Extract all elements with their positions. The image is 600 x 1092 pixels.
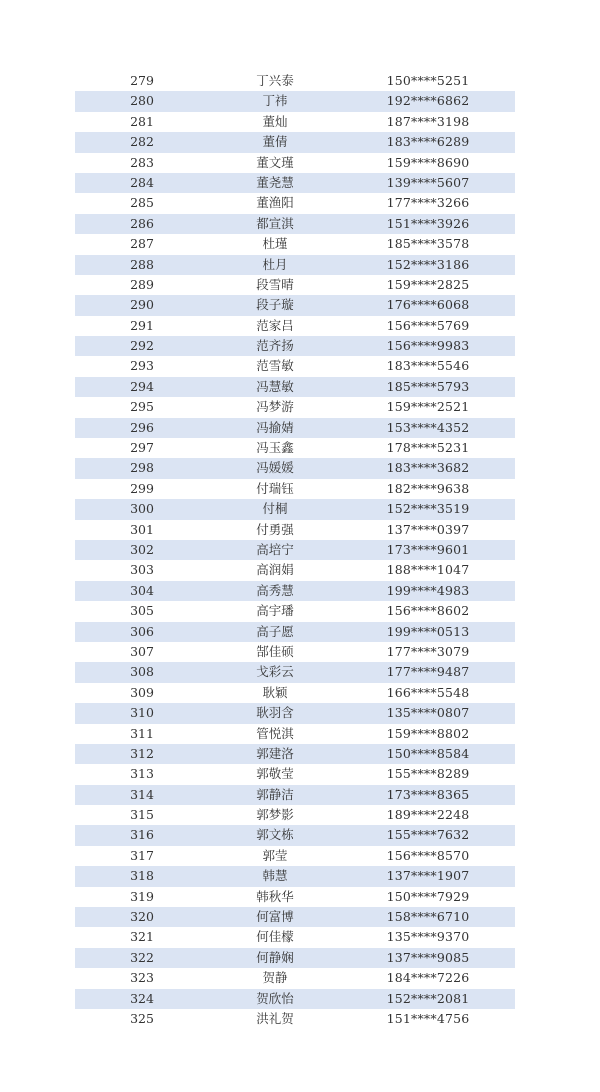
person-name: 郭静洁 [256, 786, 294, 802]
row-number: 306 [130, 623, 154, 639]
person-name: 杜月 [262, 256, 288, 272]
row-number: 282 [130, 134, 154, 150]
row-number: 281 [130, 113, 154, 129]
table-row [75, 499, 515, 519]
table-row [75, 703, 515, 723]
table-row [75, 295, 515, 315]
row-number: 308 [130, 664, 154, 680]
person-name: 高宇璠 [256, 603, 294, 619]
row-number: 290 [130, 297, 154, 313]
phone-number: 173****8365 [386, 786, 470, 802]
table-row [75, 520, 515, 540]
person-name: 何佳檬 [256, 929, 294, 945]
phone-number: 183****6289 [386, 134, 470, 150]
phone-number: 158****6710 [386, 909, 470, 925]
phone-number: 183****3682 [386, 460, 470, 476]
row-number: 297 [130, 440, 154, 456]
phone-number: 176****6068 [386, 297, 470, 313]
person-name: 付瑞钰 [256, 480, 294, 496]
table-row [75, 662, 515, 682]
phone-number: 135****0807 [386, 705, 470, 721]
table-row [75, 907, 515, 927]
phone-number: 182****9638 [386, 480, 470, 496]
phone-number: 177****3079 [386, 643, 470, 659]
table-row [75, 234, 515, 254]
person-name: 郜佳硕 [256, 643, 294, 659]
person-name: 冯慧敏 [256, 378, 294, 394]
table-row [75, 193, 515, 213]
row-number: 302 [130, 541, 154, 557]
row-number: 288 [130, 256, 154, 272]
table-row [75, 214, 515, 234]
table-row [75, 479, 515, 499]
row-number: 301 [130, 521, 154, 537]
row-number: 279 [130, 73, 154, 88]
row-number: 320 [130, 909, 154, 925]
phone-number: 150****8584 [386, 745, 470, 761]
phone-number: 152****3519 [386, 501, 470, 517]
row-number: 300 [130, 501, 154, 517]
table-row [75, 397, 515, 417]
row-number: 287 [130, 236, 154, 252]
phone-number: 152****3186 [386, 256, 470, 272]
table-row [75, 173, 515, 193]
row-number: 311 [130, 725, 154, 741]
phone-number: 153****4352 [386, 419, 470, 435]
phone-number: 139****5607 [386, 174, 470, 190]
table-row [75, 785, 515, 805]
person-name: 洪礼贺 [256, 1010, 294, 1026]
person-name: 贺静 [262, 970, 288, 986]
row-number: 296 [130, 419, 154, 435]
phone-number: 159****2521 [386, 399, 470, 415]
table-row [75, 540, 515, 560]
person-name: 冯玉鑫 [256, 440, 294, 456]
table-row [75, 1009, 515, 1029]
person-name: 丁祎 [262, 93, 288, 109]
phone-number: 177****9487 [386, 664, 470, 680]
row-number: 289 [130, 276, 154, 292]
phone-number: 192****6862 [386, 93, 470, 109]
table-row [75, 683, 515, 703]
person-name: 范齐扬 [256, 338, 294, 354]
row-number: 293 [130, 358, 154, 374]
row-number: 312 [130, 745, 154, 761]
row-number: 292 [130, 338, 154, 354]
table-row [75, 316, 515, 336]
table-row [75, 418, 515, 438]
row-number: 318 [130, 868, 154, 884]
phone-number: 156****8570 [386, 847, 470, 863]
person-name: 管悦淇 [256, 725, 294, 741]
phone-number: 183****5546 [386, 358, 470, 374]
table-row [75, 275, 515, 295]
person-name: 郭莹 [262, 847, 288, 863]
table-row [75, 255, 515, 275]
table-row [75, 356, 515, 376]
table-row [75, 581, 515, 601]
row-number: 295 [130, 399, 154, 415]
table-row [75, 71, 515, 91]
row-number: 304 [130, 582, 154, 598]
row-number: 314 [130, 786, 154, 802]
person-name: 范雪敏 [256, 358, 294, 374]
phone-number: 184****7226 [386, 970, 470, 986]
table-row [75, 825, 515, 845]
person-name: 郭文栋 [256, 827, 294, 843]
row-number: 283 [130, 154, 154, 170]
phone-number: 185****5793 [386, 378, 470, 394]
person-name: 冯揄婧 [256, 419, 294, 435]
row-number: 305 [130, 603, 154, 619]
person-name: 韩秋华 [256, 888, 294, 904]
phone-number: 151****4756 [386, 1010, 470, 1026]
table-row [75, 336, 515, 356]
table-row [75, 866, 515, 886]
table-row [75, 132, 515, 152]
phone-number: 199****0513 [386, 623, 470, 639]
table-row [75, 153, 515, 173]
person-name: 高润娟 [256, 562, 294, 578]
phone-number: 150****5251 [386, 73, 470, 88]
row-number: 322 [130, 949, 154, 965]
row-number: 294 [130, 378, 154, 394]
person-name: 付勇强 [256, 521, 294, 537]
person-name: 郭梦影 [256, 807, 294, 823]
person-name: 范家吕 [256, 317, 294, 333]
row-number: 299 [130, 480, 154, 496]
person-name: 段雪晴 [256, 276, 294, 292]
table-row [75, 968, 515, 988]
person-name: 董文瑾 [256, 154, 294, 170]
person-name: 贺欣怡 [256, 990, 294, 1006]
person-name: 耿羽含 [256, 705, 294, 721]
table-row [75, 91, 515, 111]
table-row [75, 724, 515, 744]
phone-number: 155****8289 [386, 766, 470, 782]
row-number: 310 [130, 705, 154, 721]
row-number: 317 [130, 847, 154, 863]
phone-number: 155****7632 [386, 827, 470, 843]
phone-number: 156****9983 [386, 338, 470, 354]
phone-number: 156****5769 [386, 317, 470, 333]
phone-number: 159****8690 [386, 154, 470, 170]
person-name: 郭建洛 [256, 745, 294, 761]
row-number: 307 [130, 643, 154, 659]
person-name: 董尧慧 [256, 174, 294, 190]
row-number: 323 [130, 970, 154, 986]
row-number: 325 [130, 1010, 154, 1026]
person-name: 董倩 [262, 134, 288, 150]
roster-table [75, 71, 515, 1029]
table-row [75, 989, 515, 1009]
phone-number: 199****4983 [386, 582, 470, 598]
phone-number: 150****7929 [386, 888, 470, 904]
person-name: 高培宁 [256, 541, 294, 557]
person-name: 高子愿 [256, 623, 294, 639]
table-row [75, 560, 515, 580]
table-row [75, 927, 515, 947]
phone-number: 187****3198 [386, 113, 470, 129]
row-number: 309 [130, 684, 154, 700]
phone-number: 173****9601 [386, 541, 470, 557]
row-number: 316 [130, 827, 154, 843]
table-row [75, 438, 515, 458]
person-name: 丁兴泰 [256, 73, 294, 88]
person-name: 都宣淇 [256, 215, 294, 231]
person-name: 耿颖 [262, 684, 288, 700]
table-row [75, 805, 515, 825]
row-number: 319 [130, 888, 154, 904]
phone-number: 159****2825 [386, 276, 470, 292]
row-number: 284 [130, 174, 154, 190]
table-row [75, 112, 515, 132]
person-name: 高秀慧 [256, 582, 294, 598]
table-row [75, 846, 515, 866]
person-name: 杜瑾 [262, 236, 288, 252]
phone-number: 189****2248 [386, 807, 470, 823]
row-number: 286 [130, 215, 154, 231]
row-number: 285 [130, 195, 154, 211]
person-name: 郭敬莹 [256, 766, 294, 782]
person-name: 冯媛媛 [256, 460, 294, 476]
table-row [75, 887, 515, 907]
person-name: 何静娴 [256, 949, 294, 965]
row-number: 321 [130, 929, 154, 945]
person-name: 董灿 [262, 113, 288, 129]
person-name: 韩慧 [262, 868, 288, 884]
row-number: 298 [130, 460, 154, 476]
row-number: 303 [130, 562, 154, 578]
phone-number: 137****1907 [386, 868, 470, 884]
table-row [75, 458, 515, 478]
table-row [75, 764, 515, 784]
person-name: 付桐 [262, 501, 288, 517]
phone-number: 159****8802 [386, 725, 470, 741]
table-row [75, 642, 515, 662]
person-name: 冯梦游 [256, 399, 294, 415]
phone-number: 178****5231 [386, 440, 470, 456]
phone-number: 185****3578 [386, 236, 470, 252]
person-name: 段子璇 [256, 297, 294, 313]
row-number: 324 [130, 990, 154, 1006]
row-number: 280 [130, 93, 154, 109]
phone-number: 156****8602 [386, 603, 470, 619]
table-row [75, 744, 515, 764]
table-row [75, 948, 515, 968]
person-name: 戈彩云 [256, 664, 294, 680]
phone-number: 152****2081 [386, 990, 470, 1006]
person-name: 董渔阳 [256, 195, 294, 211]
table-row [75, 601, 515, 621]
phone-number: 177****3266 [386, 195, 470, 211]
row-number: 291 [130, 317, 154, 333]
phone-number: 137****0397 [386, 521, 470, 537]
person-name: 何富博 [256, 909, 294, 925]
phone-number: 151****3926 [386, 215, 470, 231]
phone-number: 135****9370 [386, 929, 470, 945]
phone-number: 166****5548 [386, 684, 470, 700]
row-number: 315 [130, 807, 154, 823]
row-number: 313 [130, 766, 154, 782]
table-row [75, 377, 515, 397]
table-row [75, 622, 515, 642]
phone-number: 188****1047 [386, 562, 470, 578]
phone-number: 137****9085 [386, 949, 470, 965]
